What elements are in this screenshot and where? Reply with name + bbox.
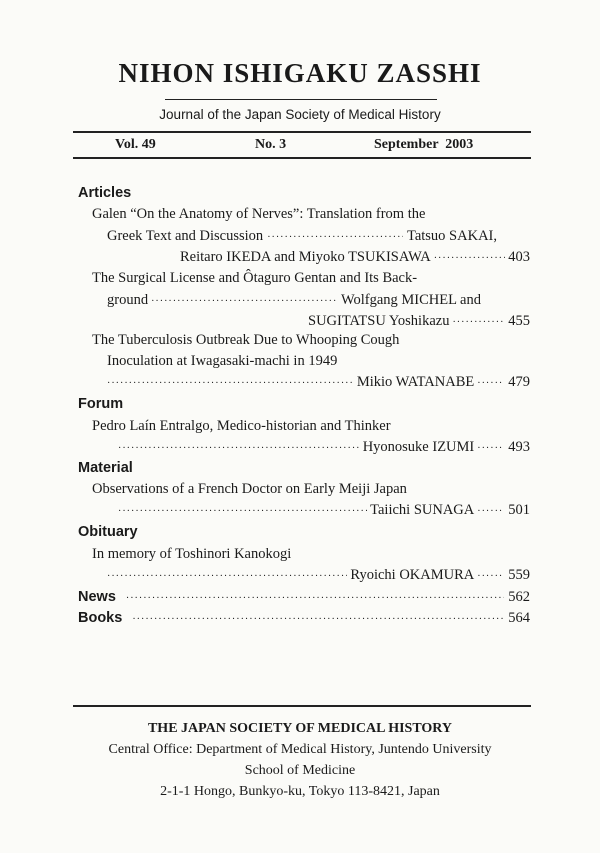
page-number: 455 bbox=[508, 313, 530, 329]
office-address-line: School of Medicine bbox=[244, 763, 356, 778]
society-name: THE JAPAN SOCIETY OF MEDICAL HISTORY bbox=[147, 721, 453, 736]
article-title-line: Inoculation at Iwagasaki-machi in 1949 bbox=[107, 353, 338, 369]
news-entry bbox=[78, 589, 530, 606]
page-number: 559 bbox=[508, 567, 530, 583]
journal-title: NIHON ISHIGAKU ZASSHI bbox=[118, 58, 482, 88]
page-number: 564 bbox=[508, 610, 530, 626]
article-author: Tatsuo SAKAI, bbox=[406, 228, 497, 244]
article-author: Reitaro IKEDA and Miyoko TSUKISAWA bbox=[180, 249, 431, 265]
leader-dots: ······ bbox=[477, 571, 504, 582]
leader-dots: ······ bbox=[477, 443, 504, 454]
leader-dots bbox=[126, 593, 504, 604]
article-entry-line bbox=[107, 228, 497, 245]
leader-dots bbox=[118, 443, 360, 454]
footer-rule bbox=[73, 705, 531, 707]
books-entry bbox=[78, 610, 530, 627]
section-news: News bbox=[78, 589, 116, 605]
article-title-line: The Tuberculosis Outbreak Due to Whooping Cough bbox=[92, 332, 400, 348]
section-articles: Articles bbox=[78, 185, 132, 201]
leader-dots bbox=[151, 296, 338, 307]
section-forum: Forum bbox=[78, 396, 124, 412]
page-number: 479 bbox=[508, 374, 530, 390]
office-address-line: Central Office: Department of Medical History, Juntendo University bbox=[108, 742, 492, 757]
leader-dots bbox=[107, 571, 347, 582]
leader-dots bbox=[118, 506, 367, 517]
article-author-line bbox=[107, 567, 530, 584]
section-material: Material bbox=[78, 460, 133, 476]
article-author: Mikio WATANABE bbox=[356, 374, 475, 390]
issue-bottom-rule bbox=[73, 157, 531, 159]
postal-address: 2-1-1 Hongo, Bunkyo-ku, Tokyo 113-8421, Japan bbox=[160, 784, 440, 799]
article-title-line: Pedro Laín Entralgo, Medico-historian and Thinker bbox=[92, 418, 391, 434]
article-author: Hyonosuke IZUMI bbox=[362, 439, 475, 455]
leader-dots: ······ bbox=[477, 378, 504, 389]
issue-date: September 2003 bbox=[374, 137, 474, 152]
article-author: Ryoichi OKAMURA bbox=[350, 567, 475, 583]
leader-dots bbox=[132, 614, 504, 625]
page-number: 403 bbox=[508, 249, 530, 265]
leader-dots bbox=[267, 232, 403, 243]
volume-label: Vol. 49 bbox=[115, 137, 156, 152]
number-label: No. 3 bbox=[255, 137, 287, 152]
leader-dots: ······ bbox=[477, 506, 504, 517]
section-obituary: Obituary bbox=[78, 524, 138, 540]
article-author: Wolfgang MICHEL and bbox=[340, 292, 481, 308]
article-title-line: Greek Text and Discussion bbox=[107, 228, 264, 244]
leader-dots bbox=[107, 378, 354, 389]
article-author-line bbox=[308, 313, 530, 330]
article-title-line: ground bbox=[107, 292, 149, 308]
section-books: Books bbox=[78, 610, 123, 626]
article-title-line: Galen “On the Anatomy of Nerves”: Translation from the bbox=[92, 206, 426, 222]
leader-dots bbox=[452, 317, 505, 328]
article-title-line: In memory of Toshinori Kanokogi bbox=[92, 546, 292, 562]
page-number: 562 bbox=[508, 589, 530, 605]
page-number: 493 bbox=[508, 439, 530, 455]
article-author-line bbox=[118, 439, 530, 456]
article-author-line bbox=[118, 502, 530, 519]
title-divider bbox=[165, 99, 437, 100]
page-number: 501 bbox=[508, 502, 530, 518]
article-title-line: The Surgical License and Ôtaguro Gentan and Its Back- bbox=[92, 270, 418, 286]
article-author-line bbox=[180, 249, 530, 266]
article-author: Taiichi SUNAGA bbox=[370, 502, 475, 518]
journal-subtitle: Journal of the Japan Society of Medical History bbox=[159, 107, 441, 122]
issue-top-rule bbox=[73, 131, 531, 133]
leader-dots bbox=[434, 253, 506, 264]
article-author-line bbox=[107, 374, 530, 391]
article-title-line: Observations of a French Doctor on Early Meiji Japan bbox=[92, 481, 407, 497]
article-author: SUGITATSU Yoshikazu bbox=[308, 313, 450, 329]
article-entry-line bbox=[107, 292, 481, 309]
